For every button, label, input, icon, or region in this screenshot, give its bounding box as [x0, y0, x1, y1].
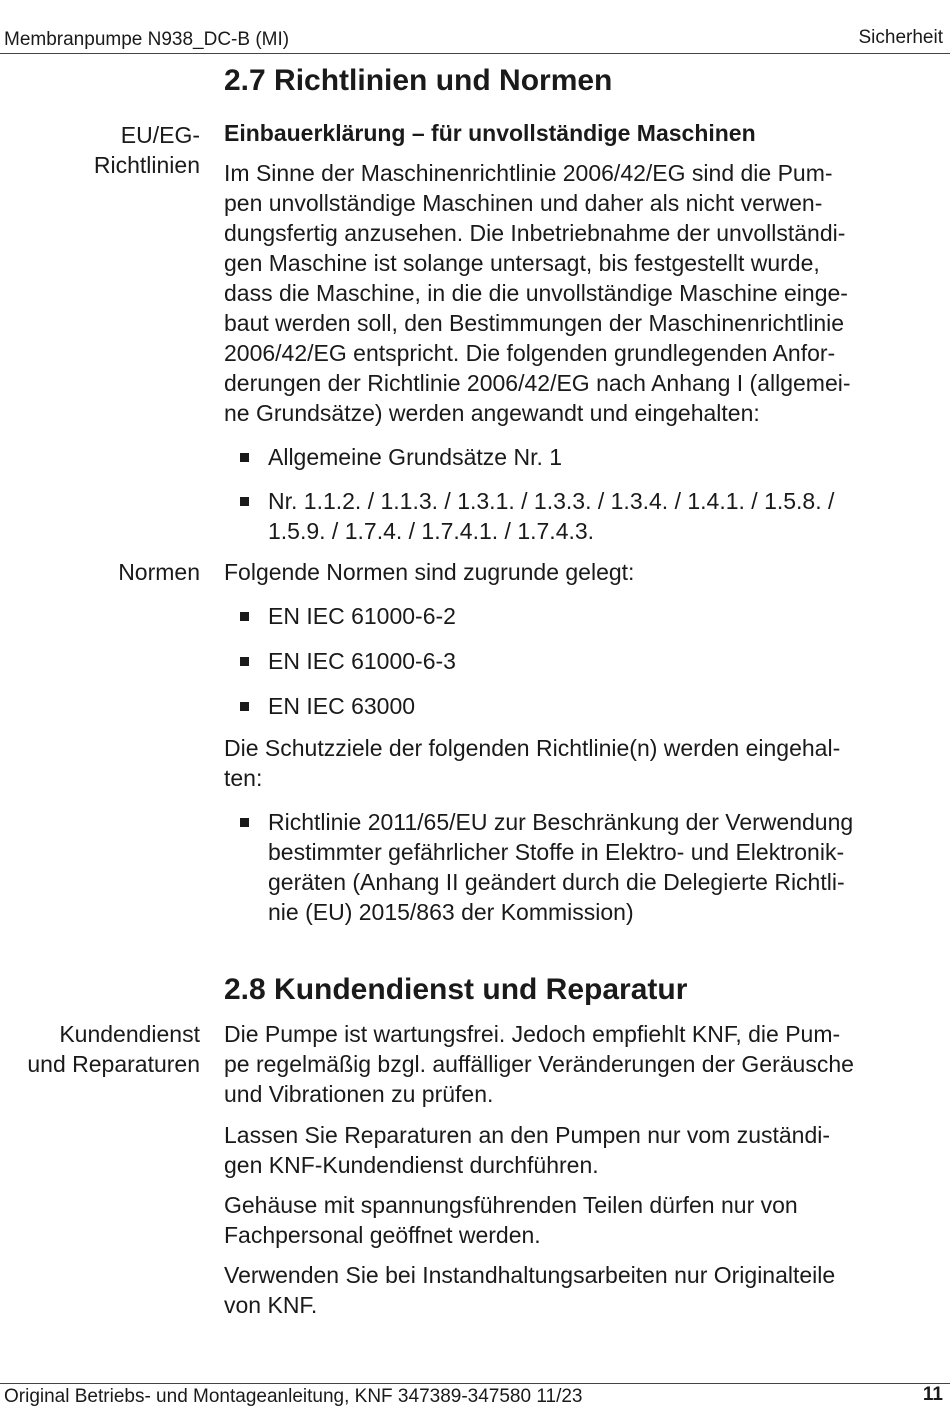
list-item-text: EN IEC 61000-6-2 — [268, 603, 456, 629]
margin-label-kundendienst: Kundendienst und Reparaturen — [27, 1021, 200, 1077]
page-number: 11 — [922, 1384, 943, 1405]
bullet-square-icon — [240, 612, 249, 621]
bullet-square-icon — [240, 702, 249, 711]
paragraph-maschinenrichtlinie: Im Sinne der Maschinenrichtlinie 2006/42/EG sind die Pum- pen unvollständige Maschinen und daher als nicht verwen- dungsfertig anzusehen. Die Inbetriebnahme der unvollständi- gen Maschine ist solange untersagt, bis festgestellt wurde, dass die Maschine, in die die unvollständige Maschine einge- baut werden soll, den Bestimmungen der Maschinenrichtlinie 2006/42/EG entspricht. Die folgenden grundlegenden Anfor- derungen der Richtlinie 2006/42/EG nach Anhang I (allgemei- ne Grundsätze) werden angewandt und eingehalten: — [224, 160, 851, 426]
section-title-richtlinien: 2.7 Richtlinien und Normen — [224, 64, 613, 97]
margin-label-eu-richtlinien: EU/EG- Richtlinien — [93, 122, 200, 178]
bullet-square-icon — [240, 497, 249, 506]
bullet-square-icon — [240, 453, 249, 462]
paragraph-normen-intro: Folgende Normen sind zugrunde gelegt: — [224, 559, 635, 585]
list-item-text: EN IEC 63000 — [268, 693, 416, 719]
header-chapter-name: Sicherheit — [858, 27, 943, 48]
section-title-kundendienst: 2.8 Kundendienst und Reparatur — [224, 973, 688, 1006]
paragraph-gehaeuse: Gehäuse mit spannungsführenden Teilen dürfen nur von Fachpersonal geöffnet werden. — [224, 1192, 798, 1248]
margin-label-normen: Normen — [118, 559, 200, 585]
list-item-text: Allgemeine Grundsätze Nr. 1 — [268, 444, 563, 470]
list-item-text: Nr. 1.1.2. / 1.1.3. / 1.3.1. / 1.3.3. / 1.3.4. / 1.4.1. / 1.5.8. / 1.5.9. / 1.7.4. / 1.7.4.1. / 1.7.4.3. — [268, 488, 835, 544]
header-divider — [0, 53, 950, 54]
list-item-text: EN IEC 61000-6-3 — [268, 648, 456, 674]
list-item-text: Richtlinie 2011/65/EU zur Beschränkung der Verwendung bestimmter gefährlicher Stoffe in Elektro- und Elektronik- geräten (Anhang II geändert durch die Delegierte Richtli- nie (EU) 2015/863 der Kommission) — [268, 809, 854, 925]
paragraph-schutzziele-intro: Die Schutzziele der folgenden Richtlinie(n) werden eingehal- ten: — [224, 735, 841, 791]
paragraph-reparaturen: Lassen Sie Reparaturen an den Pumpen nur vom zuständi- gen KNF-Kundendienst durchführen. — [224, 1122, 831, 1178]
subheading-einbauerklaerung: Einbauerklärung – für unvollständige Maschinen — [224, 120, 756, 146]
header-document-title: Membranpumpe N938_DC-B (MI) — [4, 29, 290, 50]
footer-document-reference: Original Betriebs- und Montageanleitung, KNF 347389-347580 11/23 — [4, 1386, 583, 1407]
paragraph-wartungsfrei: Die Pumpe ist wartungsfrei. Jedoch empfiehlt KNF, die Pum- pe regelmäßig bzgl. auffälliger Veränderungen der Geräusche und Vibrationen zu prüfen. — [224, 1021, 854, 1107]
footer-divider — [0, 1383, 950, 1384]
bullet-square-icon — [240, 657, 249, 666]
bullet-square-icon — [240, 818, 249, 827]
paragraph-originalteile: Verwenden Sie bei Instandhaltungsarbeiten nur Originalteile von KNF. — [224, 1262, 836, 1318]
